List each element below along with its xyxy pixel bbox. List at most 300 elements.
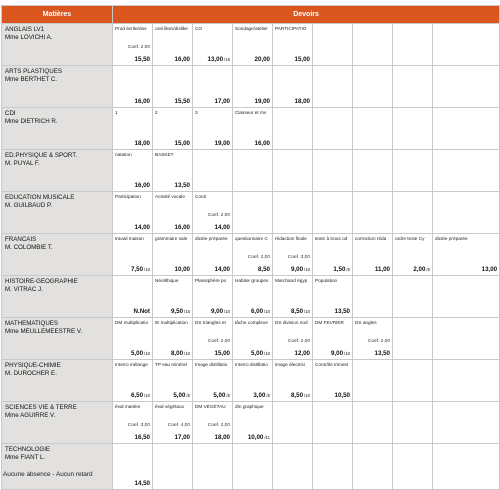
grade-value-group bbox=[335, 392, 350, 399]
grade-value: N.Not bbox=[133, 308, 150, 315]
empty-grade-cell bbox=[193, 150, 233, 192]
subject-name: EDUCATION MUSICALE bbox=[5, 194, 75, 201]
subject-cell bbox=[2, 24, 113, 66]
grade-value-group bbox=[175, 182, 190, 189]
grade-value-group bbox=[131, 350, 150, 357]
teacher-name: Mme LOVICHI A. bbox=[5, 33, 53, 41]
grade-value-group bbox=[175, 224, 190, 231]
assignment-label: Sondage/atelier bbox=[235, 26, 268, 31]
grade-value-group bbox=[291, 392, 310, 399]
grade-value-group bbox=[211, 308, 230, 315]
grade-value: 9,00 bbox=[210, 308, 224, 315]
empty-grade-cell bbox=[393, 24, 433, 66]
grade-cell bbox=[353, 318, 393, 360]
empty-grade-cell bbox=[233, 192, 273, 234]
grade-value-group bbox=[175, 56, 190, 63]
empty-grade-cell bbox=[433, 66, 500, 108]
empty-grade-cell bbox=[273, 402, 313, 444]
assignment-label: Population bbox=[315, 278, 338, 283]
assignment-label: rédaction finale bbox=[275, 236, 307, 241]
grade-scale: /10 bbox=[224, 309, 230, 314]
grade-cell bbox=[113, 108, 153, 150]
grade-value: 16,00 bbox=[134, 98, 150, 105]
empty-grade-cell bbox=[393, 192, 433, 234]
subject-row bbox=[2, 360, 500, 402]
grade-value: 15,00 bbox=[174, 140, 190, 147]
subject-cell bbox=[2, 402, 113, 444]
subject-cell bbox=[2, 150, 113, 192]
grade-cell bbox=[113, 150, 153, 192]
grade-scale: /10 bbox=[184, 351, 190, 356]
assignment-label: DM FEVRIER bbox=[315, 320, 344, 325]
grade-cell bbox=[153, 24, 193, 66]
grade-value: 13,00 bbox=[481, 266, 498, 273]
assignment-label: 2 bbox=[155, 110, 158, 115]
grade-cell bbox=[313, 360, 353, 402]
empty-grade-cell bbox=[313, 24, 353, 66]
teacher-name: Mme BERTHET C. bbox=[5, 75, 58, 83]
grade-cell bbox=[273, 66, 313, 108]
grade-value: 3,00 bbox=[253, 392, 266, 399]
empty-grade-cell bbox=[393, 360, 433, 402]
subject-row bbox=[2, 66, 500, 108]
empty-grade-cell bbox=[433, 24, 500, 66]
grade-cell bbox=[313, 318, 353, 360]
assignment-label: Image distillatio bbox=[195, 362, 228, 367]
empty-grade-cell bbox=[313, 108, 353, 150]
assignment-label: Planisphère po bbox=[195, 278, 227, 283]
empty-grade-cell bbox=[433, 318, 500, 360]
empty-grade-cell bbox=[313, 444, 353, 490]
assignment-label: Néolithique bbox=[155, 278, 179, 283]
subject-name: TECHNOLOGIE bbox=[5, 446, 51, 453]
grade-value: 19,00 bbox=[214, 140, 230, 147]
grade-value: 15,50 bbox=[134, 56, 150, 63]
grade-cell bbox=[193, 66, 233, 108]
subject-name: ED.PHYSIQUE & SPORT. bbox=[5, 152, 78, 159]
empty-grade-cell bbox=[433, 402, 500, 444]
grade-value: 18,00 bbox=[294, 98, 310, 105]
empty-grade-cell bbox=[433, 150, 500, 192]
grade-cell bbox=[113, 360, 153, 402]
assignment-label: dm graphique bbox=[235, 404, 264, 409]
grade-scale: /15 bbox=[184, 309, 190, 314]
grade-scale: /10 bbox=[144, 351, 150, 356]
grade-value-group bbox=[253, 392, 270, 399]
grade-value-group bbox=[215, 140, 230, 147]
assignment-label: image électrici bbox=[275, 362, 305, 367]
subject-row bbox=[2, 234, 500, 276]
grade-cell bbox=[233, 66, 273, 108]
grade-cell bbox=[193, 234, 233, 276]
empty-grade-cell bbox=[393, 150, 433, 192]
grade-value: 15,00 bbox=[294, 56, 310, 63]
empty-grade-cell bbox=[433, 444, 500, 490]
grade-value: 13,00 bbox=[207, 56, 224, 63]
grade-value-group bbox=[295, 350, 310, 357]
grade-value: 17,00 bbox=[174, 434, 190, 441]
assignment-label: DS triangles et bbox=[195, 320, 226, 325]
empty-grade-cell bbox=[433, 192, 500, 234]
grade-value-group bbox=[175, 140, 190, 147]
grade-cell bbox=[233, 24, 273, 66]
grade-cell bbox=[193, 24, 233, 66]
assignment-label: 3 bbox=[195, 110, 198, 115]
grade-cell bbox=[153, 150, 193, 192]
subject-name: FRANCAIS bbox=[5, 236, 37, 243]
teacher-name: Mme FIANT L. bbox=[5, 453, 46, 461]
assignment-label: Prod écrite/dos bbox=[115, 26, 147, 31]
empty-grade-cell bbox=[353, 402, 393, 444]
assignment-label: DS division nod bbox=[275, 320, 308, 325]
grade-value-group bbox=[255, 98, 270, 105]
grade-value-group bbox=[135, 56, 150, 63]
subject-name: ANGLAIS LV1 bbox=[5, 26, 45, 33]
subject-cell bbox=[2, 108, 113, 150]
grade-value-group bbox=[215, 434, 230, 441]
subject-name: MATHEMATIQUES bbox=[5, 320, 59, 327]
assignment-label: tâche complexe bbox=[235, 320, 268, 325]
teacher-name: M. VITRAC J. bbox=[5, 285, 43, 293]
grade-value: 7,50 bbox=[130, 266, 144, 273]
grade-value-group bbox=[248, 434, 270, 441]
grade-value-group bbox=[482, 266, 497, 273]
grade-value-group bbox=[215, 266, 230, 273]
grade-scale: /10 bbox=[304, 309, 310, 314]
grade-cell bbox=[233, 108, 273, 150]
empty-grade-cell bbox=[153, 444, 193, 490]
subject-row bbox=[2, 276, 500, 318]
grade-cell bbox=[193, 318, 233, 360]
subject-name: SCIENCES VIE & TERRE bbox=[5, 404, 77, 411]
grade-value: 10,00 bbox=[174, 266, 190, 273]
subject-cell bbox=[2, 66, 113, 108]
grade-value: 10,00 bbox=[247, 434, 264, 441]
grade-value-group bbox=[375, 350, 390, 357]
grade-value: 16,00 bbox=[254, 140, 270, 147]
grade-value: 14,50 bbox=[134, 480, 150, 487]
grade-value: 8,50 bbox=[290, 392, 304, 399]
grade-value: 2,00 bbox=[413, 266, 426, 273]
grade-value-group bbox=[135, 224, 150, 231]
grade-cell bbox=[193, 276, 233, 318]
teacher-name: M. DUROCHER E. bbox=[5, 369, 57, 377]
assignment-label: 1 bbox=[115, 110, 118, 115]
grade-value-group bbox=[175, 266, 190, 273]
subject-cell bbox=[2, 192, 113, 234]
grade-value: 5,00 bbox=[173, 392, 186, 399]
grade-value-group bbox=[255, 140, 270, 147]
subject-row bbox=[2, 150, 500, 192]
subject-cell bbox=[2, 360, 113, 402]
grade-cell bbox=[273, 24, 313, 66]
grades-table bbox=[1, 5, 500, 490]
subject-cell bbox=[2, 234, 113, 276]
assignment-label: PARTICIPATIO bbox=[275, 26, 307, 31]
grade-cell bbox=[153, 276, 193, 318]
assignment-label: Classeur et mv bbox=[235, 110, 267, 115]
coefficient: Coef. 2,00 bbox=[367, 339, 390, 344]
grade-scale: /5 bbox=[186, 393, 190, 398]
assignment-label: DM multiplicatio bbox=[115, 320, 149, 325]
grade-cell bbox=[273, 318, 313, 360]
grade-cell bbox=[193, 108, 233, 150]
grade-value: 8,50 bbox=[290, 308, 304, 315]
assignment-label: éval végétaux bbox=[155, 404, 184, 409]
grade-value: 5,00 bbox=[213, 392, 226, 399]
empty-grade-cell bbox=[393, 318, 433, 360]
assignment-label: Contrôle trimest bbox=[315, 362, 349, 367]
grade-cell bbox=[153, 66, 193, 108]
grade-cell bbox=[153, 402, 193, 444]
grade-scale: /5 bbox=[266, 393, 270, 398]
grade-value: 17,00 bbox=[214, 98, 230, 105]
empty-grade-cell bbox=[433, 108, 500, 150]
subject-row bbox=[2, 402, 500, 444]
grade-cell bbox=[433, 234, 500, 276]
empty-grade-cell bbox=[313, 402, 353, 444]
grade-value-group bbox=[135, 480, 150, 487]
grade-value-group bbox=[215, 98, 230, 105]
empty-grade-cell bbox=[353, 24, 393, 66]
grade-value: 11,00 bbox=[374, 266, 390, 273]
empty-grade-cell bbox=[273, 150, 313, 192]
grade-scale: /10 bbox=[264, 309, 270, 314]
header-row bbox=[2, 6, 500, 24]
grade-cell bbox=[113, 276, 153, 318]
grade-cell bbox=[113, 66, 153, 108]
grade-cell bbox=[113, 24, 153, 66]
grade-value: 8,00 bbox=[170, 350, 184, 357]
grade-value-group bbox=[171, 308, 190, 315]
assignment-label: oral likes/dislike bbox=[155, 26, 188, 31]
assignment-label: travail maison bbox=[115, 236, 144, 241]
grade-cell bbox=[313, 234, 353, 276]
empty-grade-cell bbox=[273, 444, 313, 490]
empty-grade-cell bbox=[313, 192, 353, 234]
grade-value: 15,00 bbox=[214, 350, 230, 357]
grade-scale: /5 bbox=[346, 267, 350, 272]
grade-scale: /10 bbox=[304, 393, 310, 398]
empty-grade-cell bbox=[313, 66, 353, 108]
subject-name: PHYSIQUE-CHIMIE bbox=[5, 362, 61, 369]
teacher-name: M. GUILBAUD P. bbox=[5, 201, 52, 209]
grade-cell bbox=[353, 234, 393, 276]
empty-grade-cell bbox=[393, 276, 433, 318]
grade-cell bbox=[113, 192, 153, 234]
grade-value-group bbox=[131, 266, 150, 273]
assignment-label: Habiter groupes bbox=[235, 278, 269, 283]
grade-scale: /10 bbox=[144, 267, 150, 272]
teacher-name: Mme AGUIRRE V. bbox=[5, 411, 56, 419]
assignment-label: dictée préparée bbox=[435, 236, 468, 241]
assignment-label: Interro mélange bbox=[115, 362, 148, 367]
assignment-label: DM VÉGÉTAU bbox=[195, 404, 226, 409]
grade-value: 9,00 bbox=[330, 350, 344, 357]
empty-grade-cell bbox=[353, 108, 393, 150]
empty-grade-cell bbox=[393, 444, 433, 490]
grade-value: 18,00 bbox=[134, 140, 150, 147]
grade-value-group bbox=[134, 308, 151, 315]
assignment-label: dictée préparée bbox=[195, 236, 228, 241]
grade-value: 16,50 bbox=[134, 434, 150, 441]
grade-cell bbox=[153, 360, 193, 402]
grade-value-group bbox=[258, 266, 270, 273]
assignment-label: correction réda bbox=[355, 236, 387, 241]
assignment-label: CO bbox=[195, 26, 203, 31]
empty-grade-cell bbox=[353, 66, 393, 108]
assignment-label: IE multiplication bbox=[155, 320, 188, 325]
grade-value: 16,00 bbox=[174, 56, 190, 63]
subject-cell bbox=[2, 276, 113, 318]
assignment-label: BASKET bbox=[155, 152, 174, 157]
grade-value-group bbox=[215, 224, 230, 231]
grade-value: 9,50 bbox=[170, 308, 184, 315]
grade-value-group bbox=[135, 98, 150, 105]
assignment-label: Participation bbox=[115, 194, 141, 199]
subject-name: HISTOIRE-GEOGRAPHIE bbox=[5, 278, 78, 285]
grade-value-group bbox=[131, 392, 150, 399]
grade-value-group bbox=[175, 434, 190, 441]
grade-value: 14,00 bbox=[214, 224, 230, 231]
assignment-label: questionnaire C bbox=[235, 236, 268, 241]
assignment-label: Conti bbox=[195, 194, 206, 199]
empty-grade-cell bbox=[233, 444, 273, 490]
grade-value-group bbox=[173, 392, 190, 399]
grade-value-group bbox=[251, 350, 270, 357]
grade-value-group bbox=[213, 392, 230, 399]
grade-value: 19,00 bbox=[254, 98, 270, 105]
subject-row bbox=[2, 192, 500, 234]
grade-value-group bbox=[335, 308, 350, 315]
assignment-label: Activité vocale bbox=[155, 194, 185, 199]
coefficient: Coef. 2,00 bbox=[207, 423, 230, 428]
grade-cell bbox=[273, 360, 313, 402]
grade-scale: /10 bbox=[304, 267, 310, 272]
grade-value-group bbox=[208, 56, 230, 63]
grade-cell bbox=[273, 276, 313, 318]
subject-row bbox=[2, 318, 500, 360]
assignment-label: natation bbox=[115, 152, 132, 157]
grade-cell bbox=[153, 108, 193, 150]
grade-value-group bbox=[175, 98, 190, 105]
teacher-name: M. PUYAL F. bbox=[5, 159, 40, 167]
empty-grade-cell bbox=[353, 276, 393, 318]
assignment-label: Interro distillatio bbox=[235, 362, 268, 367]
grade-value: 6,00 bbox=[250, 308, 264, 315]
grade-value-group bbox=[333, 266, 350, 273]
assignment-label: éval matière bbox=[115, 404, 141, 409]
grade-scale: /5 bbox=[226, 393, 230, 398]
grade-value-group bbox=[171, 350, 190, 357]
grade-value: 13,50 bbox=[334, 308, 350, 315]
grade-cell bbox=[313, 276, 353, 318]
grade-value: 1,50 bbox=[333, 266, 346, 273]
empty-grade-cell bbox=[353, 192, 393, 234]
grade-cell bbox=[393, 234, 433, 276]
assignment-label: texte à trous od bbox=[315, 236, 348, 241]
grade-value: 8,50 bbox=[257, 266, 270, 273]
grade-value: 13,50 bbox=[174, 182, 190, 189]
grade-cell bbox=[113, 444, 153, 490]
empty-grade-cell bbox=[233, 150, 273, 192]
grade-value: 9,00 bbox=[290, 266, 304, 273]
grade-value: 12,00 bbox=[294, 350, 310, 357]
empty-grade-cell bbox=[393, 66, 433, 108]
assignment-label: ordre texte Cy bbox=[395, 236, 425, 241]
coefficient: Coef. 2,00 bbox=[247, 255, 270, 260]
empty-grade-cell bbox=[273, 192, 313, 234]
coefficient: Coef. 2,00 bbox=[207, 339, 230, 344]
empty-grade-cell bbox=[313, 150, 353, 192]
coefficient: Coef. 2,00 bbox=[207, 213, 230, 218]
subject-name: CDI bbox=[5, 110, 16, 117]
subject-cell bbox=[2, 444, 113, 490]
grade-scale: /10 bbox=[264, 351, 270, 356]
subject-row bbox=[2, 444, 500, 490]
grade-value: 6,50 bbox=[130, 392, 144, 399]
assignment-label: TP eau minéral bbox=[155, 362, 187, 367]
grade-value: 5,00 bbox=[130, 350, 144, 357]
empty-grade-cell bbox=[393, 108, 433, 150]
empty-grade-cell bbox=[433, 360, 500, 402]
grade-value: 18,00 bbox=[214, 434, 230, 441]
assignment-label: grammaire sale bbox=[155, 236, 188, 241]
grade-value-group bbox=[413, 266, 430, 273]
grade-cell bbox=[193, 360, 233, 402]
subjects-header: Matières bbox=[2, 6, 113, 24]
empty-grade-cell bbox=[433, 276, 500, 318]
grade-scale: /16 bbox=[224, 57, 230, 62]
grade-scale: /10 bbox=[344, 351, 350, 356]
grade-scale: /10 bbox=[144, 393, 150, 398]
empty-grade-cell bbox=[273, 108, 313, 150]
grade-cell bbox=[153, 192, 193, 234]
teacher-name: M. COLOMBIE T. bbox=[5, 243, 53, 251]
empty-grade-cell bbox=[353, 150, 393, 192]
empty-grade-cell bbox=[393, 402, 433, 444]
grade-value-group bbox=[375, 266, 390, 273]
subject-cell bbox=[2, 318, 113, 360]
grade-cell bbox=[113, 318, 153, 360]
coefficient: Coef. 3,00 bbox=[127, 423, 150, 428]
grade-cell bbox=[233, 318, 273, 360]
coefficient: Coef. 2,00 bbox=[127, 45, 150, 50]
grade-value-group bbox=[135, 182, 150, 189]
grade-value-group bbox=[291, 308, 310, 315]
grade-cell bbox=[233, 360, 273, 402]
grade-value: 14,00 bbox=[214, 266, 230, 273]
grade-cell bbox=[233, 402, 273, 444]
assignment-label: Marchand égyp bbox=[275, 278, 308, 283]
grade-value-group bbox=[295, 56, 310, 63]
subject-row bbox=[2, 24, 500, 66]
grade-value-group bbox=[255, 56, 270, 63]
assignment-label: DS angles bbox=[355, 320, 377, 325]
grade-value: 5,00 bbox=[250, 350, 264, 357]
subject-name: ARTS PLASTIQUES bbox=[5, 68, 62, 75]
grade-value: 15,50 bbox=[174, 98, 190, 105]
grade-value: 10,50 bbox=[334, 392, 350, 399]
grade-value-group bbox=[215, 350, 230, 357]
teacher-name: Mme DIETRICH R. bbox=[5, 117, 58, 125]
grade-cell bbox=[113, 402, 153, 444]
grade-value: 14,00 bbox=[134, 224, 150, 231]
coefficient: Coef. 2,00 bbox=[287, 339, 310, 344]
grade-cell bbox=[233, 276, 273, 318]
grade-value-group bbox=[135, 140, 150, 147]
grade-value: 13,50 bbox=[374, 350, 390, 357]
